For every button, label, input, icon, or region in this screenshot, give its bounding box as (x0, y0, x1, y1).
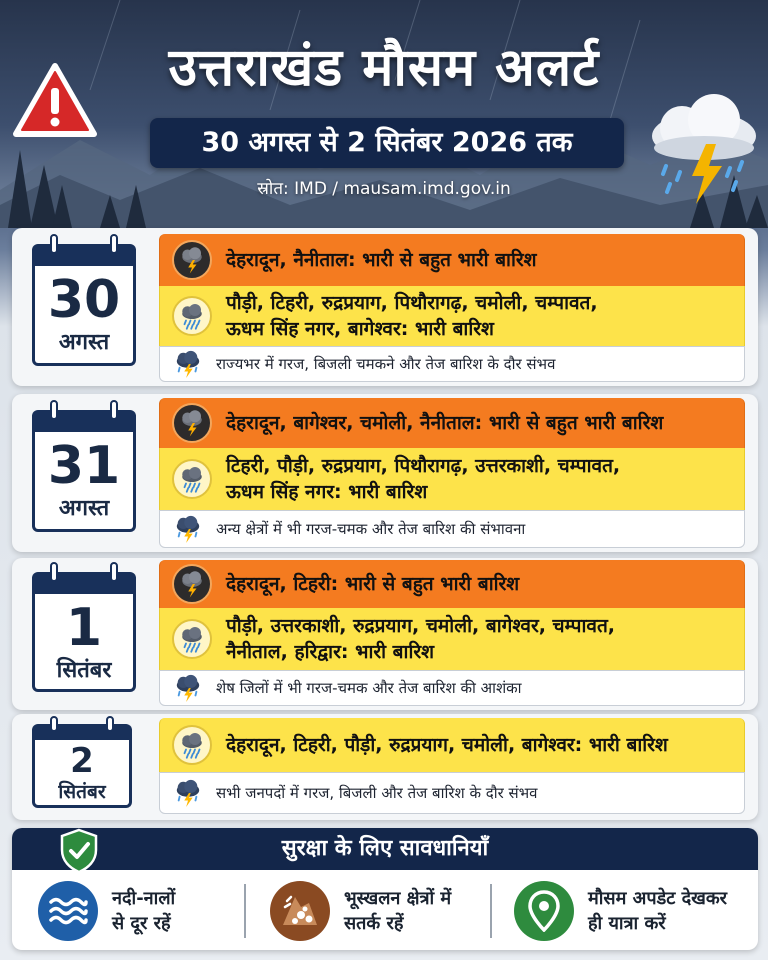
alert-text-line1: पौड़ी, उत्तरकाशी, रुद्रप्रयाग, चमोली, बागेश्वर, चम्पावत, (226, 615, 616, 637)
alert-text: देहरादून, टिहरी, पौड़ी, रुद्रप्रयाग, चमोली, बागेश्वर: भारी बारिश (226, 734, 668, 756)
thunderstorm-icon (177, 569, 207, 599)
calendar-date: 1 (65, 598, 103, 658)
safety-tip-line2: सतर्क रहें (344, 913, 404, 934)
source-text: स्रोत: IMD / mausam.imd.gov.in (257, 179, 511, 199)
safety-tip-update (514, 880, 727, 942)
page-title: उत्तराखंड मौसम अलर्ट (168, 38, 600, 98)
alert-row-yellow (159, 718, 745, 772)
info-row (159, 772, 745, 814)
safety-tip-line1: नदी-नालों (112, 888, 176, 909)
safety-title: सुरक्षा के लिए सावधानियाँ (12, 828, 758, 870)
info-text: सभी जनपदों में गरज, बिजली और तेज बारिश के दौर संभव (216, 784, 538, 802)
day-card-1-sep (12, 558, 758, 710)
rain-cloud-icon (177, 464, 207, 494)
calendar-icon (32, 410, 136, 532)
alert-row-yellow (159, 286, 745, 346)
safety-tip-line1: भूस्खलन क्षेत्रों में (344, 888, 452, 909)
divider (490, 884, 492, 938)
info-row (159, 510, 745, 548)
safety-section (12, 828, 758, 950)
safety-tip-line1: मौसम अपडेट देखकर (588, 888, 728, 909)
thunderstorm-icon (177, 408, 207, 438)
date-range-banner: 30 अगस्त से 2 सितंबर 2026 तक (150, 118, 624, 168)
alert-row-orange (159, 398, 745, 448)
alert-text-line2: नैनीताल, हरिद्वार: भारी बारिश (226, 641, 435, 663)
calendar-date: 30 (47, 270, 121, 330)
storm-cloud-icon (172, 779, 204, 807)
location-pin-icon (527, 890, 561, 932)
safety-tip-landslide (270, 880, 451, 942)
storm-cloud-icon (172, 515, 204, 543)
alert-row-yellow (159, 448, 745, 510)
calendar-date: 31 (47, 436, 121, 496)
calendar-icon (32, 572, 136, 692)
info-text: राज्यभर में गरज, बिजली चमकने और तेज बारिश के दौर संभव (216, 355, 556, 373)
alert-text: देहरादून, टिहरी: भारी से बहुत भारी बारिश (226, 573, 520, 595)
rain-cloud-icon (177, 301, 207, 331)
safety-tip-line2: से दूर रहें (112, 913, 171, 934)
day-card-30-aug (12, 228, 758, 386)
alert-row-orange (159, 234, 745, 286)
info-row (159, 346, 745, 382)
alert-text-line1: टिहरी, पौड़ी, रुद्रप्रयाग, पिथौरागढ़, उत्तरकाशी, चम्पावत, (226, 455, 621, 477)
safety-tip-river (38, 880, 175, 942)
day-card-31-aug (12, 394, 758, 552)
day-card-2-sep (12, 714, 758, 820)
safety-tip-line2: ही यात्रा करें (588, 913, 666, 934)
alert-text-line2: ऊधम सिंह नगर: भारी बारिश (226, 481, 428, 503)
calendar-month: अगस्त (58, 496, 110, 521)
calendar-month: सितंबर (56, 658, 112, 683)
alert-text-line2: ऊधम सिंह नगर, बागेश्वर: भारी बारिश (226, 318, 494, 340)
info-text: अन्य क्षेत्रों में भी गरज-चमक और तेज बारिश की संभावना (216, 520, 526, 538)
calendar-icon (32, 724, 132, 808)
shield-check-icon (58, 828, 100, 874)
calendar-date: 2 (70, 741, 94, 781)
rain-cloud-icon (177, 624, 207, 654)
alert-row-orange (159, 560, 745, 608)
water-waves-icon (48, 894, 88, 928)
alert-text: देहरादून, बागेश्वर, चमोली, नैनीताल: भारी से बहुत भारी बारिश (226, 412, 664, 434)
storm-cloud-icon (172, 674, 204, 702)
rain-cloud-icon (177, 730, 207, 760)
alert-text: देहरादून, नैनीताल: भारी से बहुत भारी बारिश (226, 249, 537, 271)
divider (244, 884, 246, 938)
calendar-month: अगस्त (58, 330, 110, 355)
alert-text-line1: पौड़ी, टिहरी, रुद्रप्रयाग, पिथौरागढ़, चमोली, चम्पावत, (226, 292, 598, 314)
calendar-icon (32, 244, 136, 366)
info-row (159, 670, 745, 706)
info-text: शेष जिलों में भी गरज-चमक और तेज बारिश की आशंका (216, 679, 522, 697)
alert-row-yellow (159, 608, 745, 670)
header (0, 0, 768, 228)
storm-cloud-icon (172, 350, 204, 378)
calendar-month: सितंबर (58, 781, 106, 803)
landslide-icon (279, 891, 321, 931)
thunderstorm-icon (177, 245, 207, 275)
